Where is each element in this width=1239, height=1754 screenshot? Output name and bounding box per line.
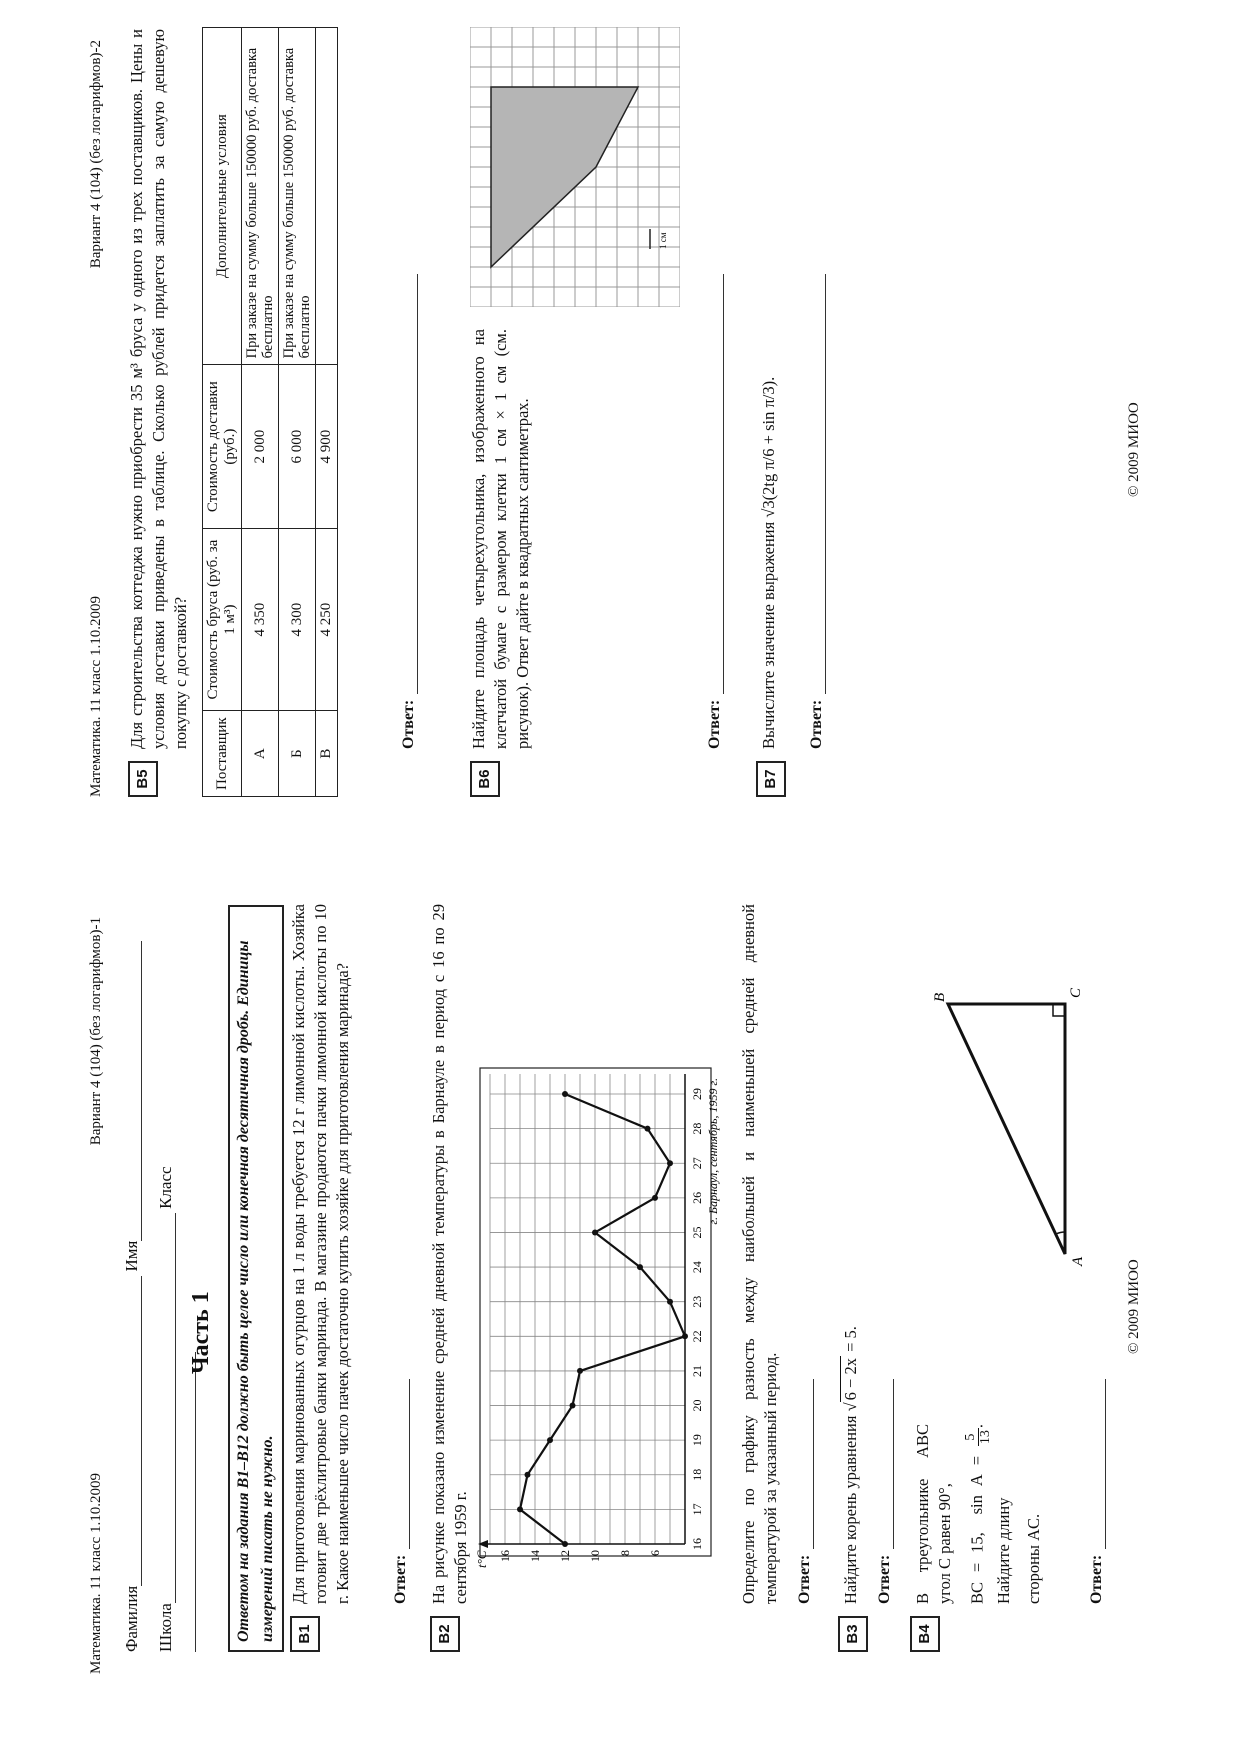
vertex-label-b: B — [932, 992, 948, 1002]
table-row: А 4 350 2 000 При заказе на сумму больше 150000 руб. доставка бесплатно — [242, 28, 279, 797]
task-b6-label: B6 — [470, 761, 500, 797]
page-header-left: Математика. 11 класс 1.10.2009 — [88, 596, 104, 797]
y-tick-label: 14 — [528, 1550, 542, 1562]
task-b6-text: Найдите площадь четырехугольника, изображенного на клетчатой бумаге с размером клетки 1 см × 1 см (см. рисунок). Ответ дайте в квадратных сантиметрах. — [469, 329, 532, 749]
table-header: Поставщик — [203, 711, 242, 797]
y-tick-label: 8 — [618, 1550, 632, 1556]
x-tick-label: 21 — [690, 1364, 704, 1377]
x-tick-label: 24 — [690, 1261, 704, 1274]
x-tick-label: 18 — [690, 1468, 704, 1481]
class-label: Класс — [156, 1166, 175, 1209]
task-b7-label: B7 — [756, 761, 786, 797]
x-tick-label: 17 — [690, 1503, 704, 1516]
y-tick-label: 16 — [498, 1550, 512, 1562]
table-header: Стоимость бруса (руб. за 1 м³) — [203, 528, 242, 710]
answer-b6: Ответ: — [706, 274, 724, 749]
x-tick-label: 27 — [690, 1157, 704, 1170]
x-tick-label: 26 — [690, 1191, 704, 1204]
temperature-line — [520, 1094, 685, 1544]
table-row: В 4 250 4 900 — [316, 28, 338, 797]
data-point — [562, 1541, 568, 1547]
table-header: Дополнительные условия — [203, 28, 242, 365]
task-b3-text: Найдите корень уравнения √6 − 2x = 5. — [841, 1326, 860, 1604]
answer-b7: Ответ: — [808, 274, 826, 749]
task-b1-text: Для приготовления маринованных огурцов на 1 л воды требуется 12 г лимонной кислоты. Хозяйка готовит две трёхлитровые банки маринада. В магазине продаются пачки лимонной кислоты по 10 г. Какое наименьшее число пачек достаточно купить хозяйке для приготовления маринада? — [289, 904, 352, 1604]
task-b4-text: В треугольнике ABC угол C равен 90°, BC = 15, sin A = 5 13 . Найдите длину стороны AC. — [913, 1423, 1043, 1604]
table-header-row — [203, 28, 242, 797]
chart-caption: г. Барнаул, сентябрь, 1959 г. — [706, 1078, 720, 1225]
task-b5-text: Для строительства коттеджа нужно приобрести 35 м³ бруса у одного из трех поставщиков. Цены и условия доставки приведены в таблице. Сколько рублей придется заплатить за самую дешевую покупку с доставкой? — [127, 29, 190, 749]
data-point — [525, 1472, 531, 1478]
task-b4-label: B4 — [910, 1616, 940, 1652]
chart-frame — [480, 1068, 711, 1556]
data-point — [562, 1091, 568, 1097]
part-title: Часть 1 — [188, 1291, 214, 1374]
task-b5-label: B5 — [128, 761, 158, 797]
x-tick-label: 23 — [690, 1295, 704, 1308]
data-point — [645, 1126, 651, 1132]
data-point — [517, 1506, 523, 1512]
data-point — [652, 1195, 658, 1201]
task-b2-text: На рисунке показано изменение средней дневной температуры в Барнауле в период с 16 по 29 сентября 1959 г. — [429, 904, 470, 1604]
task-b3-label: B3 — [838, 1616, 868, 1652]
grid-figure — [470, 27, 680, 307]
data-point — [667, 1160, 673, 1166]
page-header-variant: Вариант 4 (104) (без логарифмов)-2 — [88, 40, 104, 269]
x-tick-label: 28 — [690, 1122, 704, 1135]
x-tick-label: 22 — [690, 1330, 704, 1343]
page-header-variant: Вариант 4 (104) (без логарифмов)-1 — [88, 917, 104, 1146]
data-point — [592, 1229, 598, 1235]
surname-field: Фамилия Имя — [122, 941, 142, 1652]
school-field: Школа Класс — [156, 877, 196, 1652]
page-header-left: Математика. 11 класс 1.10.2009 — [88, 1473, 104, 1674]
data-point — [667, 1299, 673, 1305]
copyright-footer: © 2009 МИОО — [1126, 402, 1142, 497]
table-row: Б 4 300 6 000 При заказе на сумму больше 150000 руб. доставка бесплатно — [279, 28, 316, 797]
quadrilateral-shape — [491, 87, 638, 267]
task-b2-label: B2 — [430, 1616, 460, 1652]
task-b2-question: Определите по графику разность между наибольшей и наименьшей средней дневной температурой за указанный период. — [739, 904, 780, 1604]
page-left — [0, 877, 1239, 1754]
data-point — [547, 1437, 553, 1443]
data-point — [682, 1333, 688, 1339]
vertex-label-c: C — [1068, 987, 1084, 998]
supplier-table — [202, 27, 338, 797]
y-tick-label: 6 — [648, 1550, 662, 1556]
data-point — [570, 1403, 576, 1409]
task-b7-text: Вычислите значение выражения √3(2tg π/6 + sin π/3). — [759, 376, 778, 749]
x-tick-label: 19 — [690, 1434, 704, 1447]
answer-b1: Ответ: — [392, 1379, 410, 1604]
answer-b2: Ответ: — [796, 1379, 814, 1604]
data-point — [577, 1368, 583, 1374]
x-tick-label: 25 — [690, 1226, 704, 1239]
temperature-chart — [470, 1064, 720, 1584]
y-axis-label: t°C — [474, 1550, 489, 1568]
answer-b4: Ответ: — [1088, 1379, 1106, 1604]
x-tick-label: 20 — [690, 1399, 704, 1412]
grid-scale-label: 1 см — [658, 232, 668, 249]
answer-b3: Ответ: — [876, 1379, 894, 1604]
x-tick-label: 29 — [690, 1088, 704, 1100]
triangle-figure — [930, 984, 1090, 1284]
vertex-label-a: A — [1070, 1256, 1086, 1266]
y-tick-label: 10 — [588, 1550, 602, 1562]
task-b1-label: B1 — [290, 1616, 320, 1652]
instruction-box: Ответом на задания В1–В12 должно быть целое число или конечная десятичная дробь. Единицы измерений писать не нужно. — [228, 905, 284, 1652]
copyright-footer: © 2009 МИОО — [1126, 1259, 1142, 1354]
y-tick-label: 12 — [558, 1550, 572, 1562]
name-label: Имя — [122, 1240, 141, 1272]
table-header: Стоимость доставки (руб.) — [203, 365, 242, 529]
answer-b5: Ответ: — [400, 274, 418, 749]
data-point — [637, 1264, 643, 1270]
x-tick-label: 16 — [690, 1538, 704, 1550]
